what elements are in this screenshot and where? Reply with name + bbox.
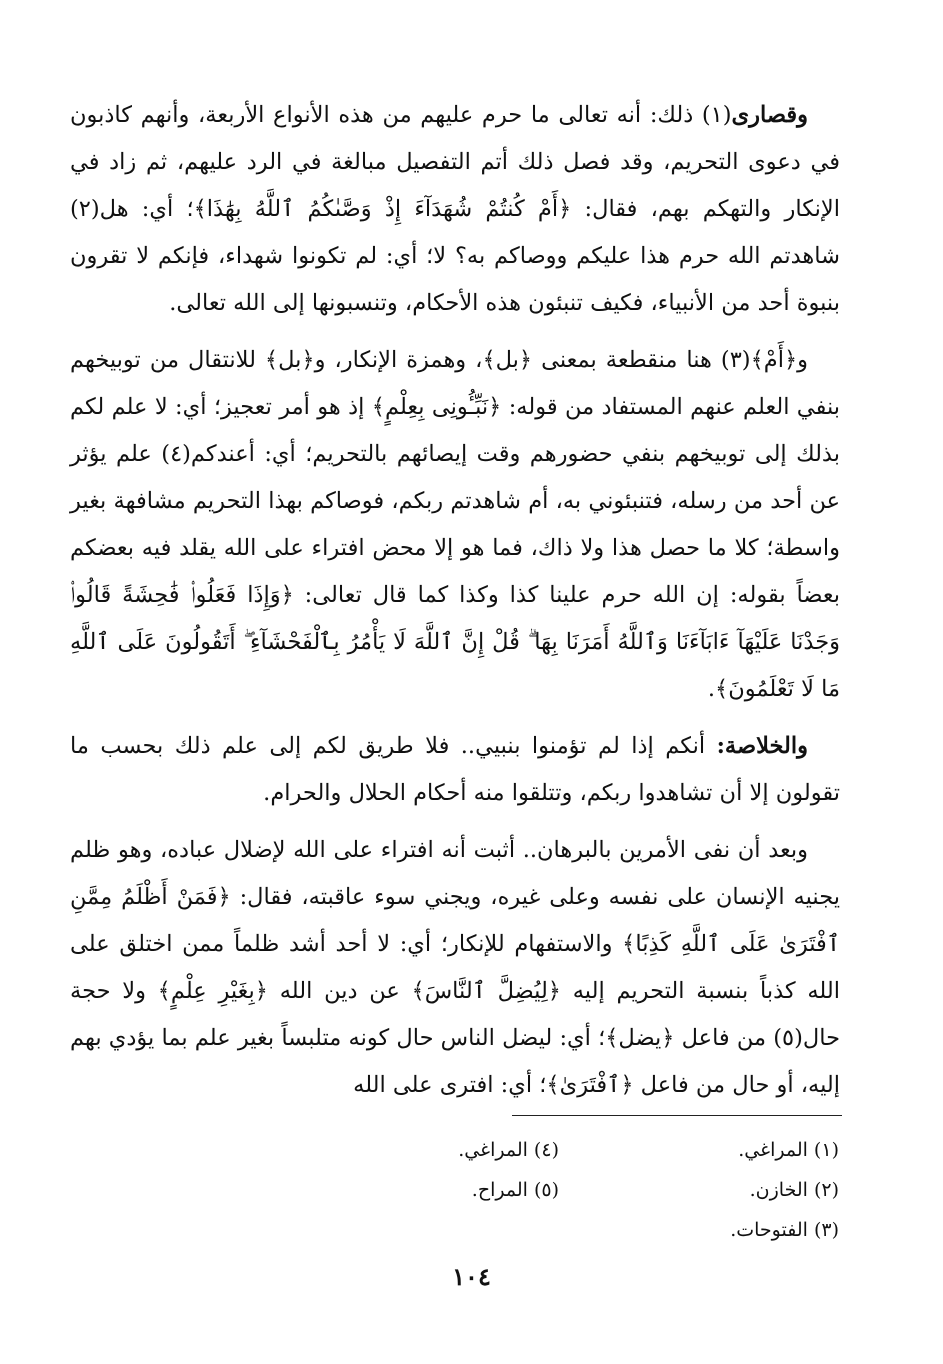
footnotes-row	[279, 1130, 839, 1170]
paragraph-4	[70, 827, 840, 1109]
footnote-5: (٥) المراح.	[471, 1179, 559, 1201]
footnote-1: (١) المراغي.	[738, 1139, 839, 1161]
paragraph-2	[70, 337, 840, 713]
paragraph-text: وبعد أن نفى الأمرين بالبرهان.. أثبت أنه افتراء على الله لإضلال عباده، وهو ظلم يجنيه الإنسان على نفسه وعلى غيره، ويجني سوء عاقبته، فقال: ﴿فَمَنْ أَظْلَمُ مِمَّنِ ٱفْتَرَىٰ عَلَى ٱللَّهِ كَذِبًا﴾ والاستفهام للإنكار؛ أي: لا أحد أشد ظلماً ممن اختلق على الله كذباً بنسبة التحريم إليه ﴿لِيُضِلَّ ٱلنَّاسَ﴾ عن دين الله ﴿بِغَيْرِ عِلْمٍ﴾ ولا حجة حال(٥) من فاعل ﴿يضل﴾؛ أي: ليضل الناس حال كونه متلبساً بغير علم بما يؤدي بهم إليه، أو حال من فاعل ﴿ٱفْتَرَىٰ﴾؛ أي: افترى على الله	[70, 837, 840, 1098]
paragraph-lead: والخلاصة:	[716, 733, 808, 759]
footnote-4: (٤) المراغي.	[458, 1139, 559, 1161]
page-number: ١٠٤	[452, 1262, 491, 1291]
paragraph-text: أنكم إذا لم تؤمنوا بنبيي.. فلا طريق لكم إلى علم ذلك بحسب ما تقولون إلا أن تشاهدوا ربكم، وتتلقوا منه أحكام الحلال والحرام.	[70, 733, 840, 806]
paragraph-lead: وقصارى	[731, 102, 808, 128]
paragraph-1	[70, 92, 840, 327]
paragraph-3	[70, 723, 840, 817]
footnote-2: (٢) الخازن.	[749, 1179, 839, 1201]
paragraph-text: (١) ذلك: أنه تعالى ما حرم عليهم من هذه الأنواع الأربعة، وأنهم كاذبون في دعوى التحريم، وقد فصل ذلك أتم التفصيل مبالغة في الرد عليهم، ثم زاد في الإنكار والتهكم بهم، فقال: ﴿أَمْ كُنتُمْ شُهَدَآءَ إِذْ وَصَّىٰكُمُ ٱللَّهُ بِهَٰذَا﴾؛ أي: هل(٢) شاهدتم الله حرم هذا عليكم ووصاكم به؟ لا؛ أي: لم تكونوا شهداء، فإنكم لا تقرون بنبوة أحد من الأنبياء، فكيف تنبئون هذه الأحكام، وتنسبونها إلى الله تعالى.	[70, 102, 840, 316]
footnotes	[279, 1130, 839, 1250]
paragraph-text: و﴿أَمْ﴾(٣) هنا منقطعة بمعنى ﴿بل﴾، وهمزة الإنكار، و﴿بل﴾ للانتقال من توبيخهم بنفي العلم عنهم المستفاد من قوله: ﴿نَبِّـُٔونِى بِعِلْمٍ﴾ إذ هو أمر تعجيز؛ أي: لا علم لكم بذلك إلى توبيخهم بنفي حضورهم وقت إيصائهم بالتحريم؛ أي: أعندكم(٤) علم يؤثر عن أحد من رسله، فتنبئوني به، أم شاهدتم ربكم، فوصاكم بهذا التحريم مشافهة بغير واسطة؛ كلا ما حصل هذا ولا ذاك، فما هو إلا محض افتراء على الله يقلد فيه بعضكم بعضاً بقوله: إن الله حرم علينا كذا وكذا كما قال تعالى: ﴿وَإِذَا فَعَلُوا۟ فَٰحِشَةً قَالُوا۟ وَجَدْنَا عَلَيْهَآ ءَابَآءَنَا وَٱللَّهُ أَمَرَنَا بِهَا ۗ قُلْ إِنَّ ٱللَّهَ لَا يَأْمُرُ بِٱلْفَحْشَآءِ ۖ أَتَقُولُونَ عَلَى ٱللَّهِ مَا لَا تَعْلَمُونَ﴾.	[70, 347, 841, 702]
footnotes-row	[279, 1170, 839, 1210]
footnotes-row	[279, 1210, 839, 1250]
footnote-divider	[512, 1115, 842, 1116]
footnote-3: (٣) الفتوحات.	[730, 1219, 839, 1241]
page-body	[70, 92, 840, 1119]
